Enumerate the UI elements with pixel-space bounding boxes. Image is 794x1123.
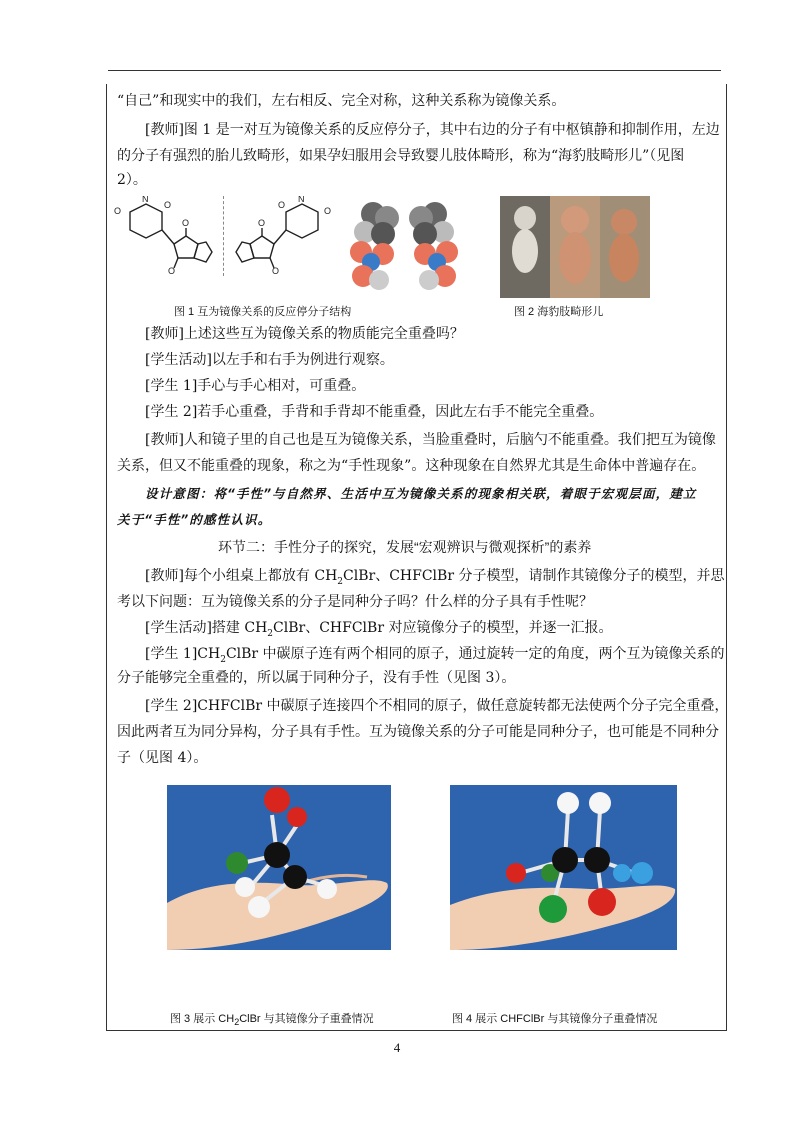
paragraph-teacher-question: [教师]上述这些互为镜像关系的物质能完全重叠吗？	[145, 326, 464, 342]
design-intent-line2: 关于“手性”的感性认识。	[117, 512, 272, 527]
paragraph-teacher-models-cont: 考以下问题：互为镜像关系的分子是同种分子吗？什么样的分子具有手性呢？	[117, 594, 593, 610]
design-intent-line1: 设计意图：将“手性”与自然界、生活中互为镜像关系的现象相关联，着眼于宏观层面，建立	[145, 486, 697, 501]
svg-text:O: O	[272, 266, 280, 276]
paragraph-student-2-chfclbr-end: 子（见图 4）。	[117, 750, 208, 766]
svg-text:N: N	[298, 196, 305, 204]
paragraph-student-2-back: [学生 2]若手心重叠，手背和手背却不能重叠，因此左右手不能完全重叠。	[145, 404, 604, 420]
figure-3-photo	[167, 785, 391, 950]
svg-text:O: O	[182, 218, 190, 228]
paragraph-teacher-chirality-cont: 关系，但又不能重叠的现象，称之为“手性现象”。这种现象在自然界尤其是生命体中普遍存在。	[117, 458, 706, 474]
figure-4-photo	[450, 785, 677, 950]
header-rule	[108, 70, 721, 71]
figure-1-caption: 图 1 互为镜像关系的反应停分子结构	[174, 306, 352, 318]
paragraph-teacher-fig1-end: 2）。	[117, 172, 147, 188]
svg-text:O: O	[324, 206, 332, 216]
figure-4-caption: 图 4 展示 CHFClBr 与其镜像分子重叠情况	[452, 1013, 658, 1025]
svg-text:O: O	[258, 218, 266, 228]
paragraph-teacher-fig1-cont: 的分子有强烈的胎儿致畸形，如果孕妇服用会导致婴儿肢体畸形，称为“海豹肢畸形儿”（见图	[117, 148, 685, 164]
svg-text:O: O	[164, 200, 172, 210]
section-heading: 环节二：手性分子的探究，发展“宏观辨识与微观探析”的素养	[218, 539, 592, 555]
paragraph-student-activity-build: [学生活动]搭建 $CH_2ClBr$、CHFClBr 对应镜像分子的模型，并逐一汇报。	[145, 620, 613, 639]
mirror-divider	[223, 196, 225, 276]
svg-text:N: N	[142, 196, 149, 204]
paragraph-student-activity-hands: [学生活动]以左手和右手为例进行观察。	[145, 352, 394, 368]
paragraph-student-1-ch2clbr: [学生 $1]CH_2ClBr$ 中碳原子连有两个相同的原子，通过旋转一定的角度，两个互为镜像关系的	[145, 646, 725, 665]
paragraph-teacher-fig1: [教师]图 1 是一对互为镜像关系的反应停分子，其中右边的分子有中枢镇静和抑制作用，左边	[145, 122, 720, 138]
paragraph-teacher-models: [教师]每个小组桌上都放有 $CH_2ClBr$、CHFClBr 分子模型，请制作其镜像分子的模型，并思	[145, 568, 725, 587]
svg-text:O: O	[278, 200, 286, 210]
phocomelia-photo	[500, 196, 650, 298]
paragraph-student-2-chfclbr: [学生 2]CHFClBr 中碳原子连接四个不相同的原子，做任意旋转都无法使两个分子完全重叠，	[145, 698, 729, 714]
page-number: 4	[393, 1040, 401, 1055]
thalidomide-left-structure	[112, 196, 220, 276]
thalidomide-right-structure	[228, 196, 338, 276]
paragraph-student-1-palm: [学生 1]手心与手心相对，可重叠。	[145, 378, 366, 394]
paragraph-mirror-relation: “自己”和现实中的我们，左右相反、完全对称，这种关系称为镜像关系。	[117, 93, 566, 109]
paragraph-student-2-chfclbr-cont: 因此两者互为同分异构，分子具有手性。互为镜像关系的分子可能是同种分子，也可能是不同种分	[117, 724, 719, 740]
paragraph-student-1-ch2clbr-cont: 分子能够完全重叠的，所以属于同种分子，没有手性（见图 3）。	[117, 670, 516, 686]
figure-2-caption: 图 2 海豹肢畸形儿	[514, 306, 604, 318]
svg-text:O: O	[114, 206, 122, 216]
figure-3-caption: 图 3 展示 $CH_2ClBr$ 与其镜像分子重叠情况	[170, 1013, 374, 1028]
paragraph-teacher-chirality: [教师]人和镜子里的自己也是互为镜像关系，当脸重叠时，后脑勺不能重叠。我们把互为镜像	[145, 432, 716, 448]
thalidomide-3d-models	[343, 196, 473, 296]
svg-text:O: O	[168, 266, 176, 276]
